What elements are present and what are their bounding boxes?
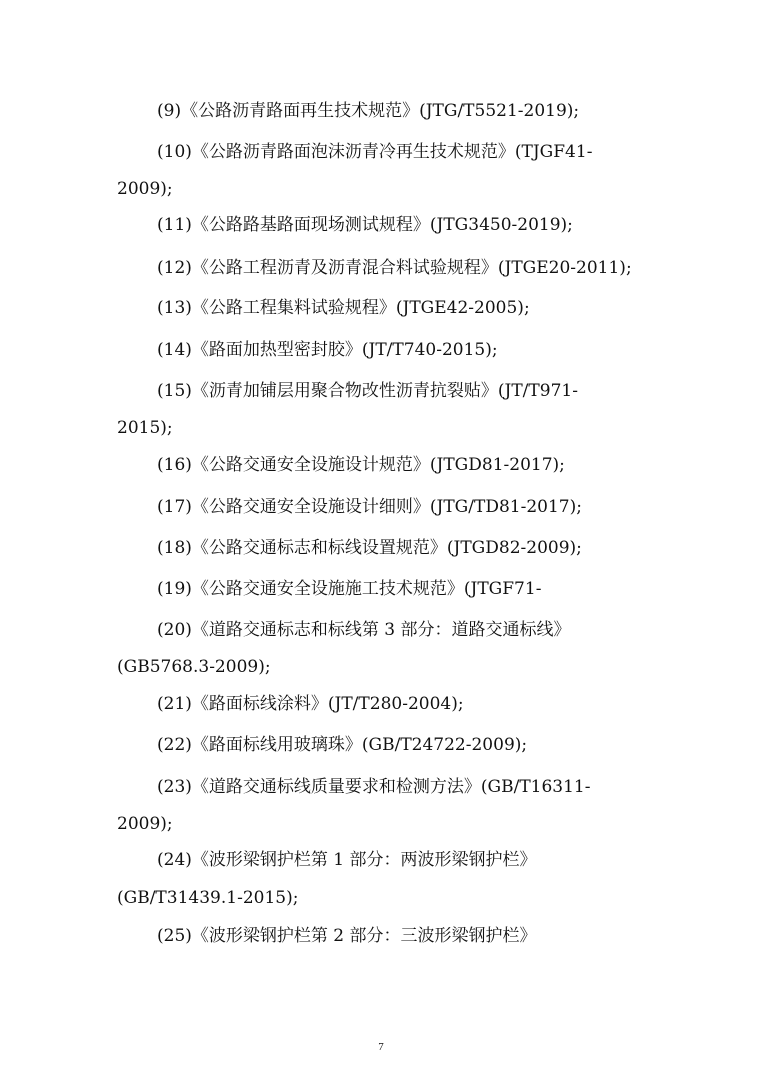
reference-line: (14)《路面加热型密封胶》(JT/T740-2015); — [157, 340, 498, 360]
reference-line: (22)《路面标线用玻璃珠》(GB/T24722-2009); — [157, 735, 528, 755]
reference-line: (25)《波形梁钢护栏第 2 部分：三波形梁钢护栏》 — [157, 926, 537, 946]
page-number: 7 — [378, 1041, 384, 1053]
reference-line: (20)《道路交通标志和标线第 3 部分：道路交通标线》 — [157, 620, 571, 640]
reference-line: (11)《公路路基路面现场测试规程》(JTG3450-2019); — [157, 215, 573, 235]
reference-line-continuation: (GB/T31439.1-2015); — [117, 888, 299, 908]
reference-line: (21)《路面标线涂料》(JT/T280-2004); — [157, 694, 464, 714]
reference-line: (15)《沥青加铺层用聚合物改性沥青抗裂贴》(JT/T971- — [157, 381, 578, 401]
reference-line-continuation: 2015); — [117, 418, 173, 438]
reference-line-continuation: (GB5768.3-2009); — [117, 657, 271, 677]
reference-line: (10)《公路沥青路面泡沫沥青冷再生技术规范》(TJGF41- — [157, 142, 593, 162]
reference-line: (23)《道路交通标线质量要求和检测方法》(GB/T16311- — [157, 777, 591, 797]
reference-line-continuation: 2009); — [117, 179, 173, 199]
reference-line-continuation: 2009); — [117, 814, 173, 834]
reference-line: (13)《公路工程集料试验规程》(JTGE42-2005); — [157, 298, 530, 318]
reference-line: (19)《公路交通安全设施施工技术规范》(JTGF71- — [157, 579, 542, 599]
reference-line: (12)《公路工程沥青及沥青混合料试验规程》(JTGE20-2011); — [157, 258, 632, 278]
reference-line: (17)《公路交通安全设施设计细则》(JTG/TD81-2017); — [157, 497, 582, 517]
reference-line: (24)《波形梁钢护栏第 1 部分：两波形梁钢护栏》 — [157, 850, 537, 870]
reference-line: (9)《公路沥青路面再生技术规范》(JTG/T5521-2019); — [157, 101, 580, 121]
reference-line: (18)《公路交通标志和标线设置规范》(JTGD82-2009); — [157, 538, 582, 558]
reference-line: (16)《公路交通安全设施设计规范》(JTGD81-2017); — [157, 455, 565, 475]
